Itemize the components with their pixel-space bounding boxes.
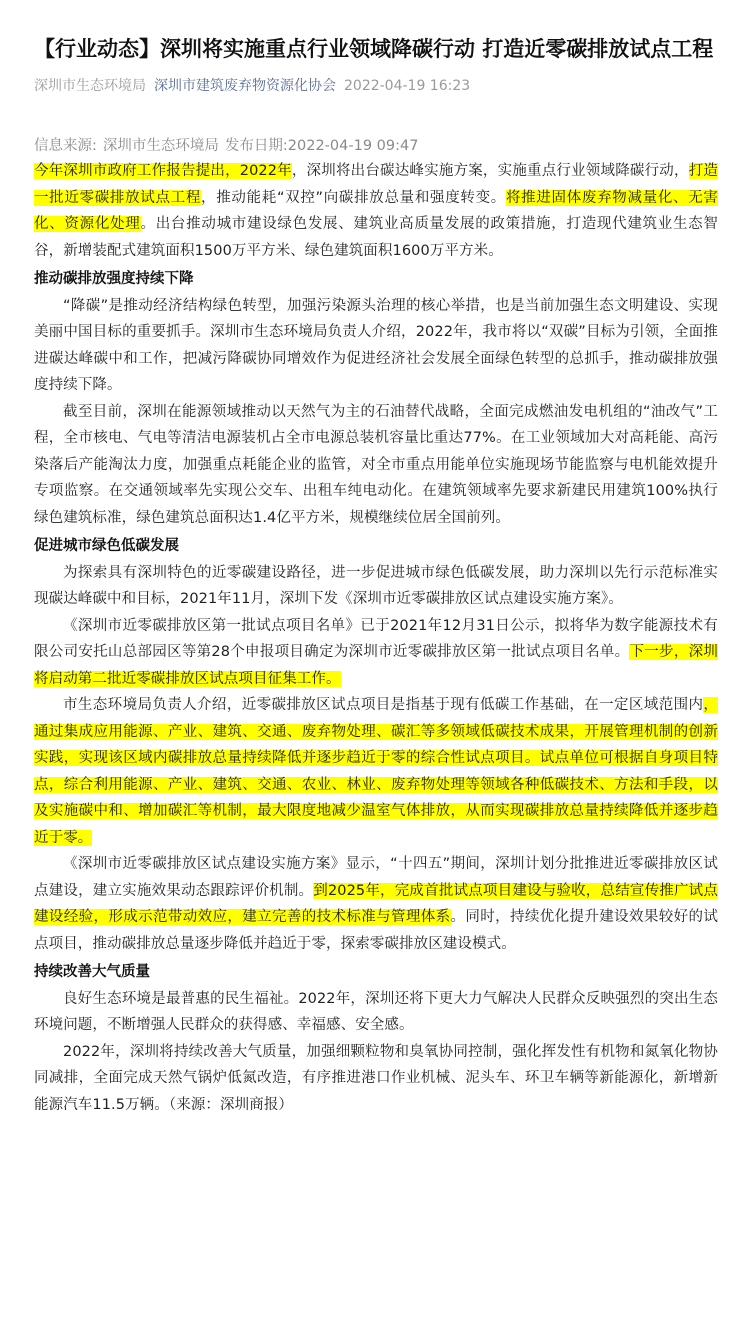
- paragraph-intro: [34, 158, 718, 264]
- text-segment: 市生态环境局负责人介绍，近零碳排放区试点项目是指基于现有低碳工作基础，在一定区域范围内: [63, 697, 704, 713]
- text-segment: ，深圳将出台碳达峰实施方案，实施重点行业领域降碳行动，: [291, 163, 689, 179]
- publish-time: 2022-04-19 16:23: [344, 78, 471, 94]
- info-date-label: 发布日期:: [224, 138, 288, 154]
- text-segment: 。出台推动城市建设绿色发展、建筑业高质量发展的政策措施，打造现代建筑业生态智谷，新增装配式建筑面积1500万平方米、绿色建筑面积1600万平方米。: [34, 216, 719, 259]
- text-segment: ，推动能耗“双控”向碳排放总量和强度转变。: [201, 189, 506, 206]
- source-account: 深圳市生态环境局: [34, 78, 146, 94]
- highlighted-text: ，通过集成应用能源、产业、建筑、交通、废弃物处理、碳汇等多领域低碳技术成果，开展管理机制的创新实践，实现该区域内碳排放总量持续降低并逐步趋近于零的综合性试点项目。试点单位可根据自身项目特点，综合利用能源、产业、建筑、交通、农业、林业、废弃物处理等领域各种低碳技术、方法和手段，以及实施碳中和、增加碳汇等机制，最大限度地减少温室气体排放，从而实现碳排放总量持续降低并逐步趋近于零。: [34, 697, 718, 846]
- section-heading-1: 推动碳排放强度持续下降: [34, 271, 194, 287]
- text-segment: 。同时，持续优化提升建设效果较好的试点项目，推动碳排放总量逐步降低并趋近于零，探索零碳排放区建设模式。: [34, 909, 718, 952]
- info-date: 2022-04-19 09:47: [287, 138, 419, 154]
- paragraph-2: “降碳”是推动经济结构绿色转型，加强污染源头治理的核心举措，也是当前加强生态文明建设、实现美丽中国目标的重要抓手。深圳市生态环境局负责人介绍，2022年，我市将以“双碳”目标为引领，全面推进碳达峰碳中和工作，把减污降碳协同增效作为促进经济社会发展全面绿色转型的总抓手，推动碳排放强度持续下降。: [34, 297, 718, 393]
- highlighted-text: 今年深圳市政府工作报告提出，2022年: [34, 163, 292, 179]
- article-meta: [34, 76, 718, 96]
- paragraph-3: 截至目前，深圳在能源领域推动以天然气为主的石油替代战略，全面完成燃油发电机组的“油改气”工程，全市核电、气电等清洁电源装机占全市电源总装机容量比重达77%。在工业领域加大对高耗能、高污染落后产能淘汰力度，加强重点耗能企业的监管，对全市重点用能单位实施现场节能监察与电机能效提升专项监察。在交通领域率先实现公交车、出租车纯电动化。在建筑领域率先要求新建民用建筑100%执行绿色建筑标准，绿色建筑总面积达1.4亿平方米，规模继续位居全国前列。: [34, 403, 718, 526]
- paragraph-9: 2022年，深圳将持续改善大气质量，加强细颗粒物和臭氧协同控制，强化挥发性有机物和氮氧化物协同减排，全面完成天然气锅炉低氮改造，有序推进港口作业机械、泥头车、环卫车辆等新能源化，新增新能源汽车11.5万辆。（来源：深圳商报）: [34, 1043, 718, 1113]
- article-title: 【行业动态】深圳将实施重点行业领域降碳行动 打造近零碳排放试点工程: [34, 37, 714, 61]
- highlighted-text: 下一步，深圳将启动第二批近零碳排放区试点项目征集工作。: [34, 644, 718, 687]
- paragraph-6: [34, 692, 718, 851]
- text-segment: 《深圳市近零碳排放区第一批试点项目名单》已于2021年12月31日公示，拟将华为数字能源技术有限公司安托山总部园区等第28个申报项目确定为深圳市近零碳排放区第一批试点项目名单。: [34, 617, 718, 660]
- info-line: [34, 134, 718, 158]
- section-heading-3: 持续改善大气质量: [34, 964, 150, 980]
- section-heading-2: 促进城市绿色低碳发展: [34, 538, 179, 554]
- highlighted-text: 打造一批近零碳排放试点工程: [34, 163, 718, 206]
- highlighted-text: 将推进固体废弃物减量化、无害化、资源化处理: [34, 189, 718, 232]
- text-segment: 《深圳市近零碳排放区试点建设实施方案》显示，“十四五”期间，深圳计划分批推进近零碳排放区试点建设，建立实施效果动态跟踪评价机制。: [34, 856, 718, 899]
- highlighted-text: 到2025年，完成首批试点项目建设与验收，总结宣传推广试点建设经验，形成示范带动效应，建立完善的技术标准与管理体系: [34, 882, 718, 925]
- info-source: 深圳市生态环境局: [102, 138, 219, 154]
- paragraph-8: 良好生态环境是最普惠的民生福祉。2022年，深圳还将下更大力气解决人民群众反映强烈的突出生态环境问题，不断增强人民群众的获得感、幸福感、安全感。: [34, 990, 718, 1033]
- paragraph-4: 为探索具有深圳特色的近零碳建设路径，进一步促进城市绿色低碳发展，助力深圳以先行示范标准实现碳达峰碳中和目标，2021年11月，深圳下发《深圳市近零碳排放区试点建设实施方案》。: [34, 564, 718, 607]
- paragraph-5: [34, 613, 718, 693]
- publisher-link[interactable]: 深圳市建筑废弃物资源化协会: [154, 78, 336, 94]
- info-source-label: 信息来源:: [34, 138, 97, 154]
- paragraph-7: [34, 851, 718, 957]
